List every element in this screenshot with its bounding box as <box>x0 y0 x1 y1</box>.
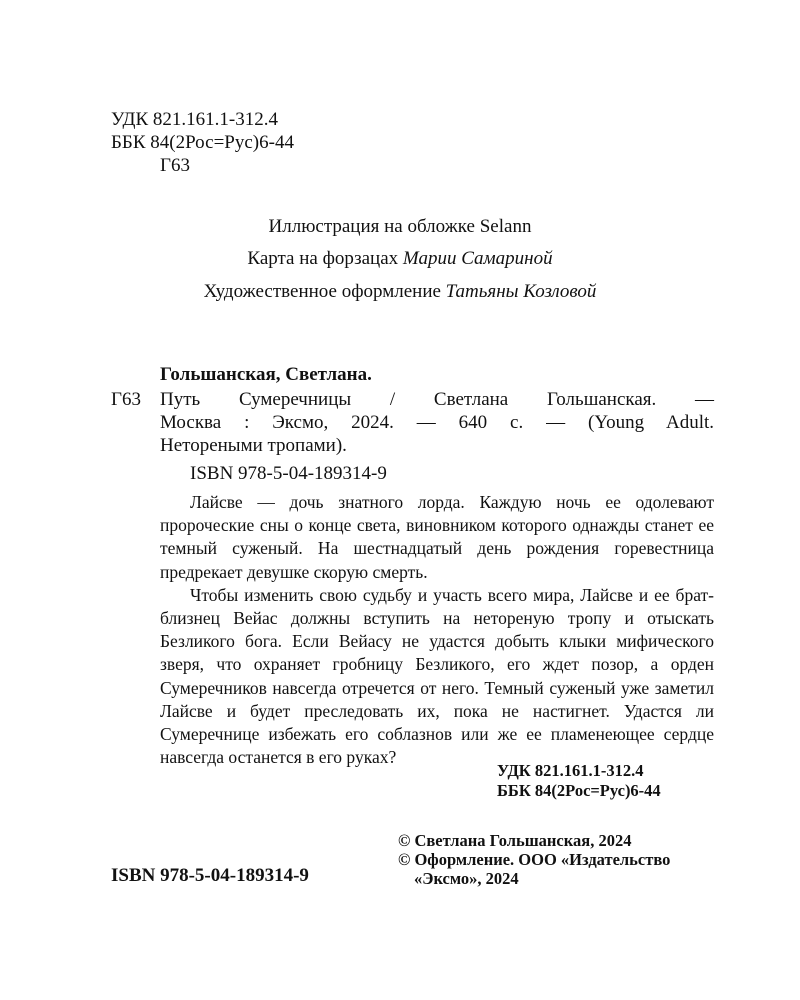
annotation-paragraph-1: Лайсве — дочь знатного лорда. Каждую ночь ее одолевают пророческие сны о конце света, виновником которого однажды станет ее темный суженый. На шестнадцатый день рождения горевестница предрекает девушке скорую смерть. <box>160 492 714 582</box>
design-credit-name: Татьяны Козловой <box>445 281 597 302</box>
catalog-entry-line2: Москва : Эксмо, 2024. — 640 с. — (Young Adult. <box>160 412 714 433</box>
map-credit-prefix: Карта на форзацах <box>247 248 403 269</box>
bbk-code-bottom: ББК 84(2Рос=Рус)6-44 <box>497 781 661 800</box>
catalog-mark: Г63 <box>111 389 141 410</box>
catalog-entry-line1: Путь Сумеречницы / Светлана Гольшанская. — <box>160 389 714 410</box>
map-credit <box>0 247 800 270</box>
udk-code-bottom: УДК 821.161.1-312.4 <box>497 761 644 780</box>
copyright-author: © Светлана Гольшанская, 2024 <box>398 831 632 850</box>
catalog-author-heading: Гольшанская, Светлана. <box>160 364 372 385</box>
udk-code-top: УДК 821.161.1-312.4 <box>111 109 278 130</box>
author-mark-top: Г63 <box>160 155 190 176</box>
annotation <box>160 491 714 769</box>
copyright-design-line2: «Эксмо», 2024 <box>414 869 519 888</box>
catalog-entry-line3: Нетореными тропами). <box>160 435 347 456</box>
copyright-design-line1: © Оформление. ООО «Издательство <box>398 850 671 869</box>
design-credit-prefix: Художественное оформление <box>203 281 446 302</box>
bbk-code-top: ББК 84(2Рос=Рус)6-44 <box>111 132 294 153</box>
map-credit-name: Марии Самариной <box>402 248 553 269</box>
design-credit <box>0 280 800 303</box>
illustration-credit: Иллюстрация на обложке Selann <box>268 216 532 237</box>
footer-isbn: ISBN 978-5-04-189314-9 <box>111 865 309 886</box>
catalog-isbn: ISBN 978-5-04-189314-9 <box>190 463 387 484</box>
annotation-paragraph-2: Чтобы изменить свою судьбу и участь всего мира, Лайсве и ее брат-близнец Вейас должны вступить на нетореную тропу и отыскать Безликого бога. Если Вейасу не удастся добыть клыки мифического зверя, что охраняет гробницу Безликого, его ждет позор, а орден Сумеречников навсегда отречется от него. Темный суженый уже заметил Лайсве и будет преследовать их, пока не настигнет. Удастся ли Сумеречнице избежать его соблазнов или же ее пламенеющее сердце навсегда останется в его руках? <box>160 584 714 768</box>
